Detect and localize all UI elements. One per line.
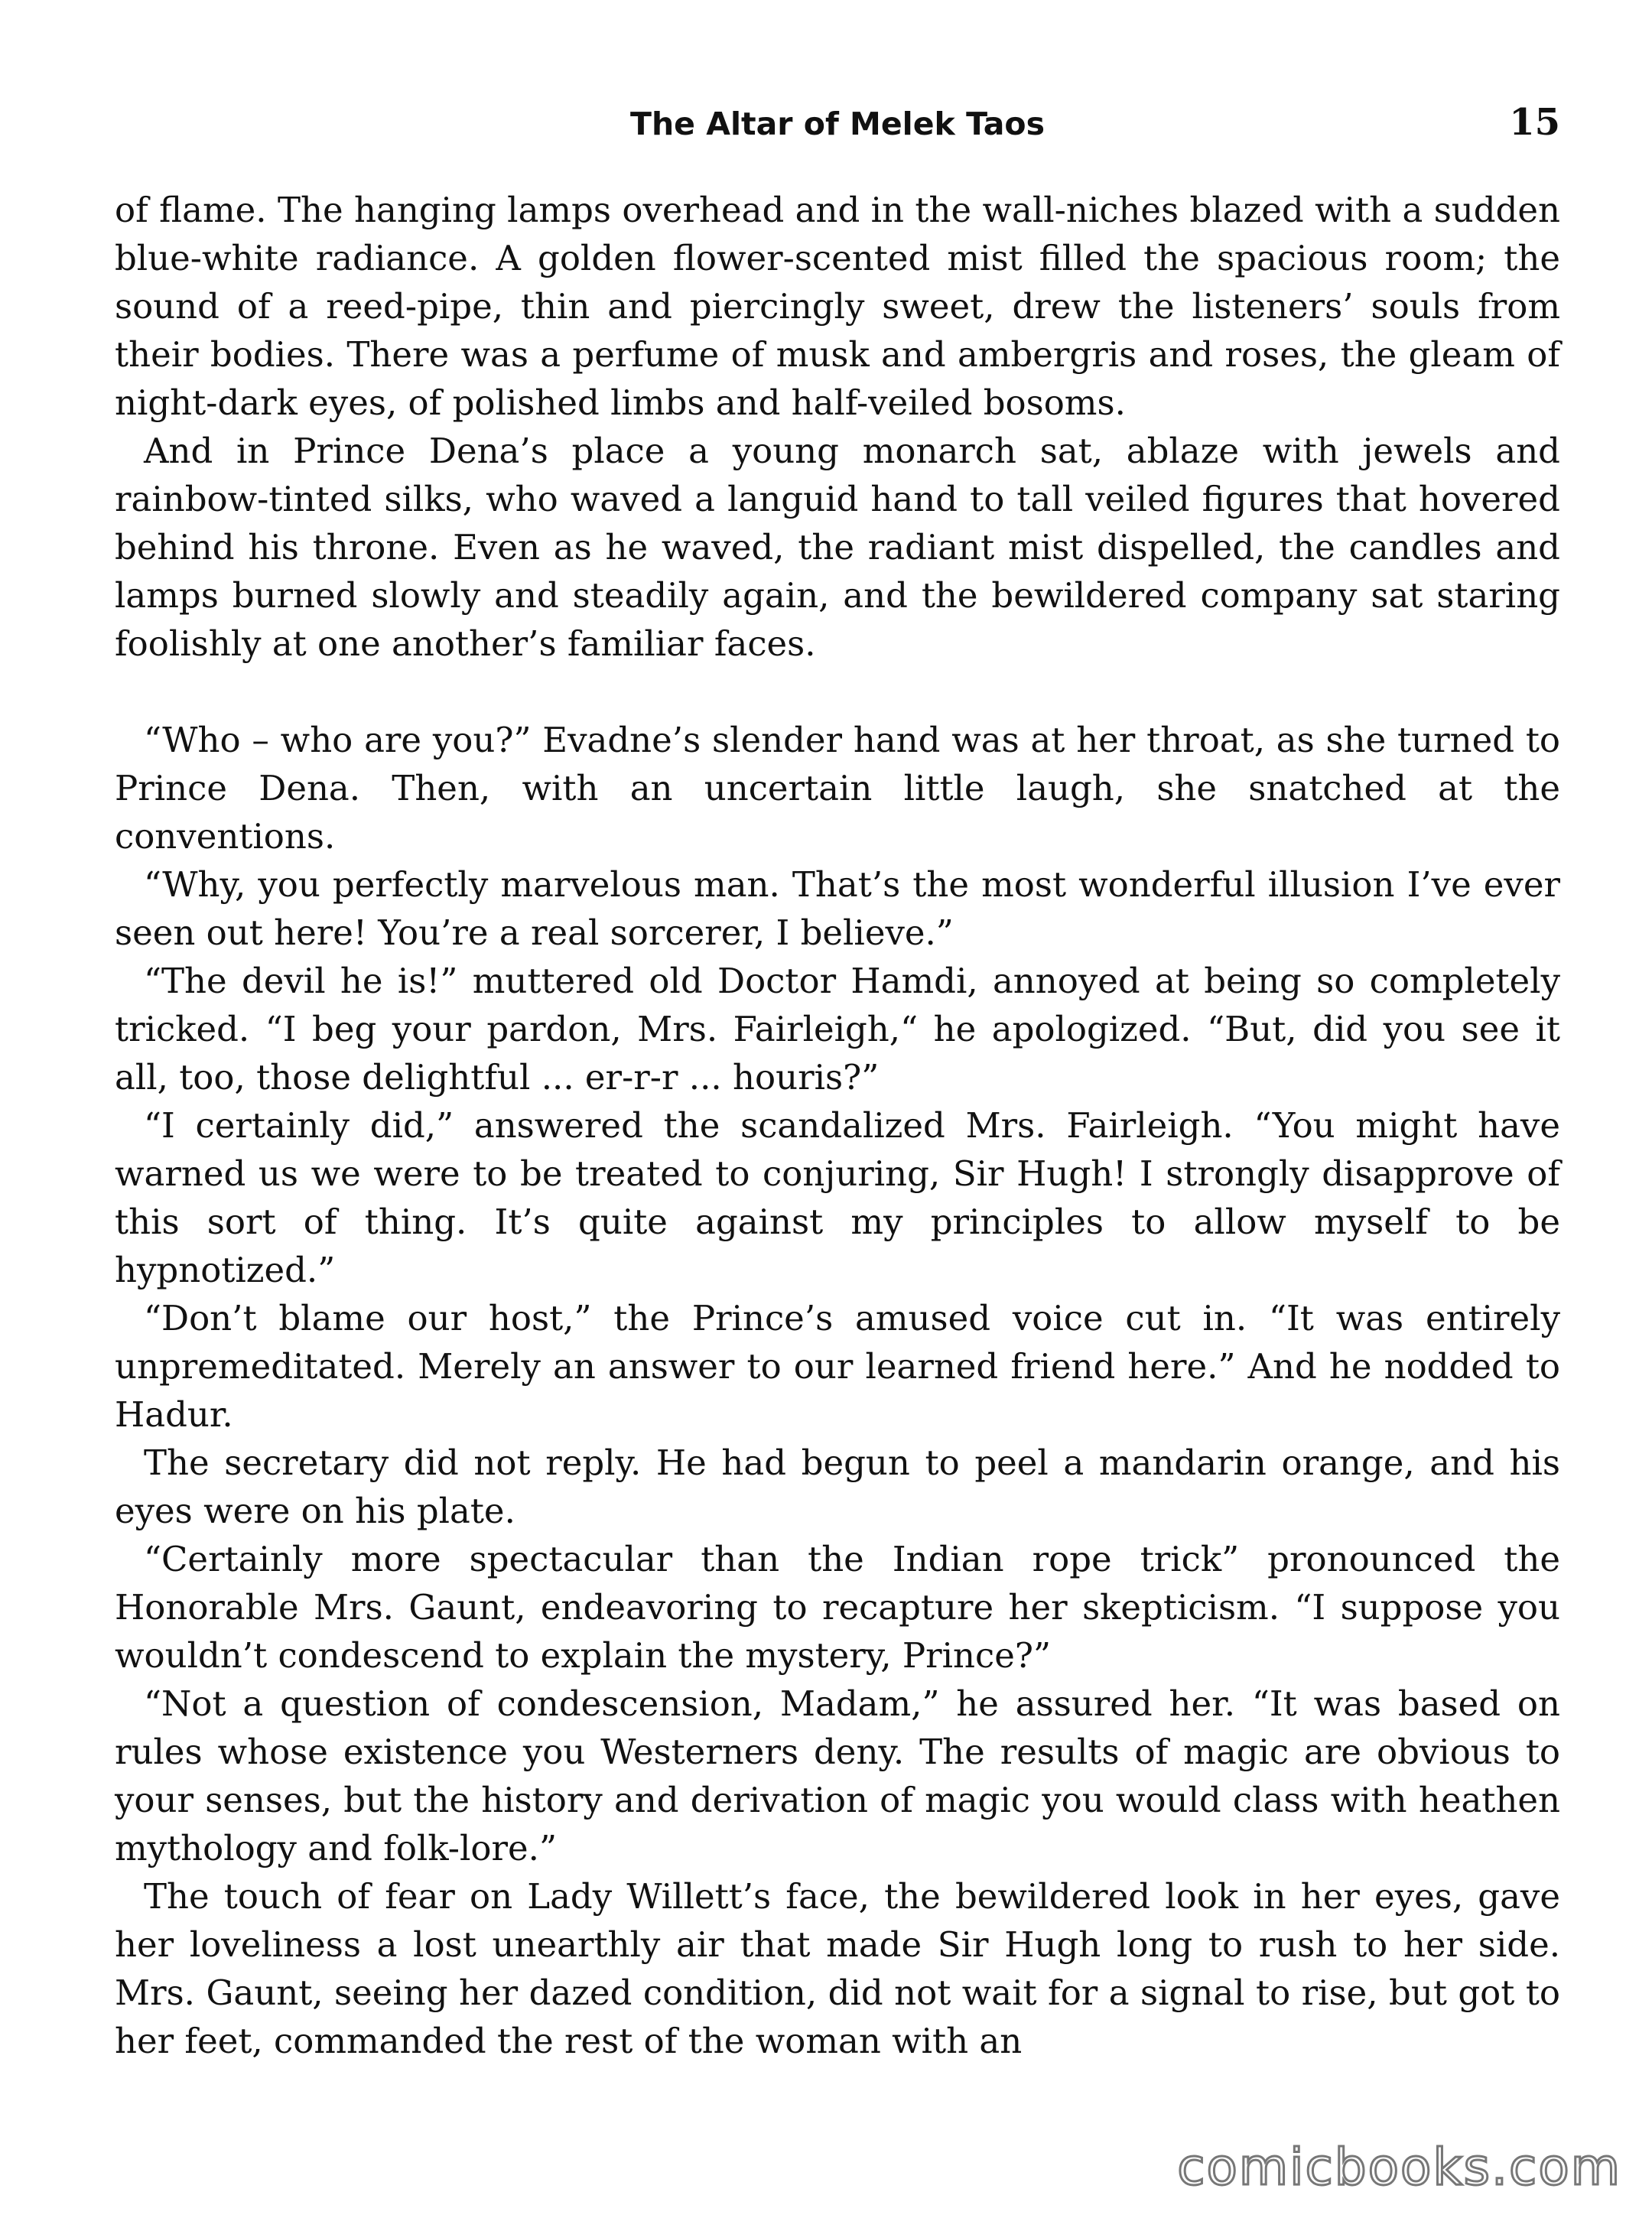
running-head	[115, 101, 1560, 159]
paragraph: The touch of fear on Lady Willett’s face, the bewildered look in her eyes, gave her loveliness a lost unearthly air that made Sir Hugh long to rush to her side. Mrs. Gaunt, seeing her dazed condition, did not wait for a signal to rise, but got to her feet, commanded the rest of the woman with an	[115, 1876, 1560, 2061]
paragraph: “Don’t blame our host,” the Prince’s amused voice cut in. “It was entirely unpremeditated. Merely an answer to our learned friend here.” And he nodded to Hadur.	[115, 1298, 1560, 1435]
chapter-title: The Altar of Melek Taos	[630, 106, 1045, 142]
paragraph: “The devil he is!” muttered old Doctor Hamdi, annoyed at being so completely tricked. “I beg your pardon, Mrs. Fairleigh,“ he apologized. “But, did you see it all, too, those delightful ... er-r-r ... houris?”	[115, 961, 1560, 1098]
paragraph: “Certainly more spectacular than the Indian rope trick” pronounced the Honorable Mrs. Gaunt, endeavoring to recapture her skepticism. “I suppose you wouldn’t condescend to explain the mystery, Prince?”	[115, 1539, 1560, 1676]
paragraph: of flame. The hanging lamps overhead and in the wall-niches blazed with a sudden blue-white radiance. A golden flower-scented mist filled the spacious room; the sound of a reed-pipe, thin and piercingly sweet, drew the listeners’ souls from their bodies. There was a perfume of musk and ambergris and roses, the gleam of night-dark eyes, of polished limbs and half-veiled bosoms.	[115, 190, 1560, 423]
paragraph: And in Prince Dena’s place a young monarch sat, ablaze with jewels and rainbow-tinted silks, who waved a languid hand to tall veiled figures that hovered behind his throne. Even as he waved, the radiant mist dispelled, the candles and lamps burned slowly and steadily again, and the bewildered company sat staring foolishly at one another’s familiar faces.	[115, 431, 1560, 664]
body-text	[115, 186, 1560, 2065]
paragraph: “I certainly did,” answered the scandalized Mrs. Fairleigh. “You might have warned us we were to be treated to conjuring, Sir Hugh! I strongly disapprove of this sort of thing. It’s quite against my principles to allow myself to be hypnotized.”	[115, 1105, 1560, 1290]
paragraph: The secretary did not reply. He had begun to peel a mandarin orange, and his eyes were on his plate.	[115, 1442, 1560, 1531]
paragraph: “Not a question of condescension, Madam,” he assured her. “It was based on rules whose existence you Westerners deny. The results of magic are obvious to your senses, but the history and derivation of magic you would class with heathen mythology and folk-lore.”	[115, 1683, 1560, 1868]
paragraph: “Who – who are you?” Evadne’s slender hand was at her throat, as she turned to Prince Dena. Then, with an uncertain little laugh, she snatched at the conventions.	[115, 720, 1560, 857]
page-number: 15	[1509, 101, 1560, 144]
paragraph: “Why, you perfectly marvelous man. That’s the most wonderful illusion I’ve ever seen out here! You’re a real sorcerer, I believe.”	[115, 864, 1560, 953]
watermark: comicbooks.com	[1177, 2138, 1621, 2197]
